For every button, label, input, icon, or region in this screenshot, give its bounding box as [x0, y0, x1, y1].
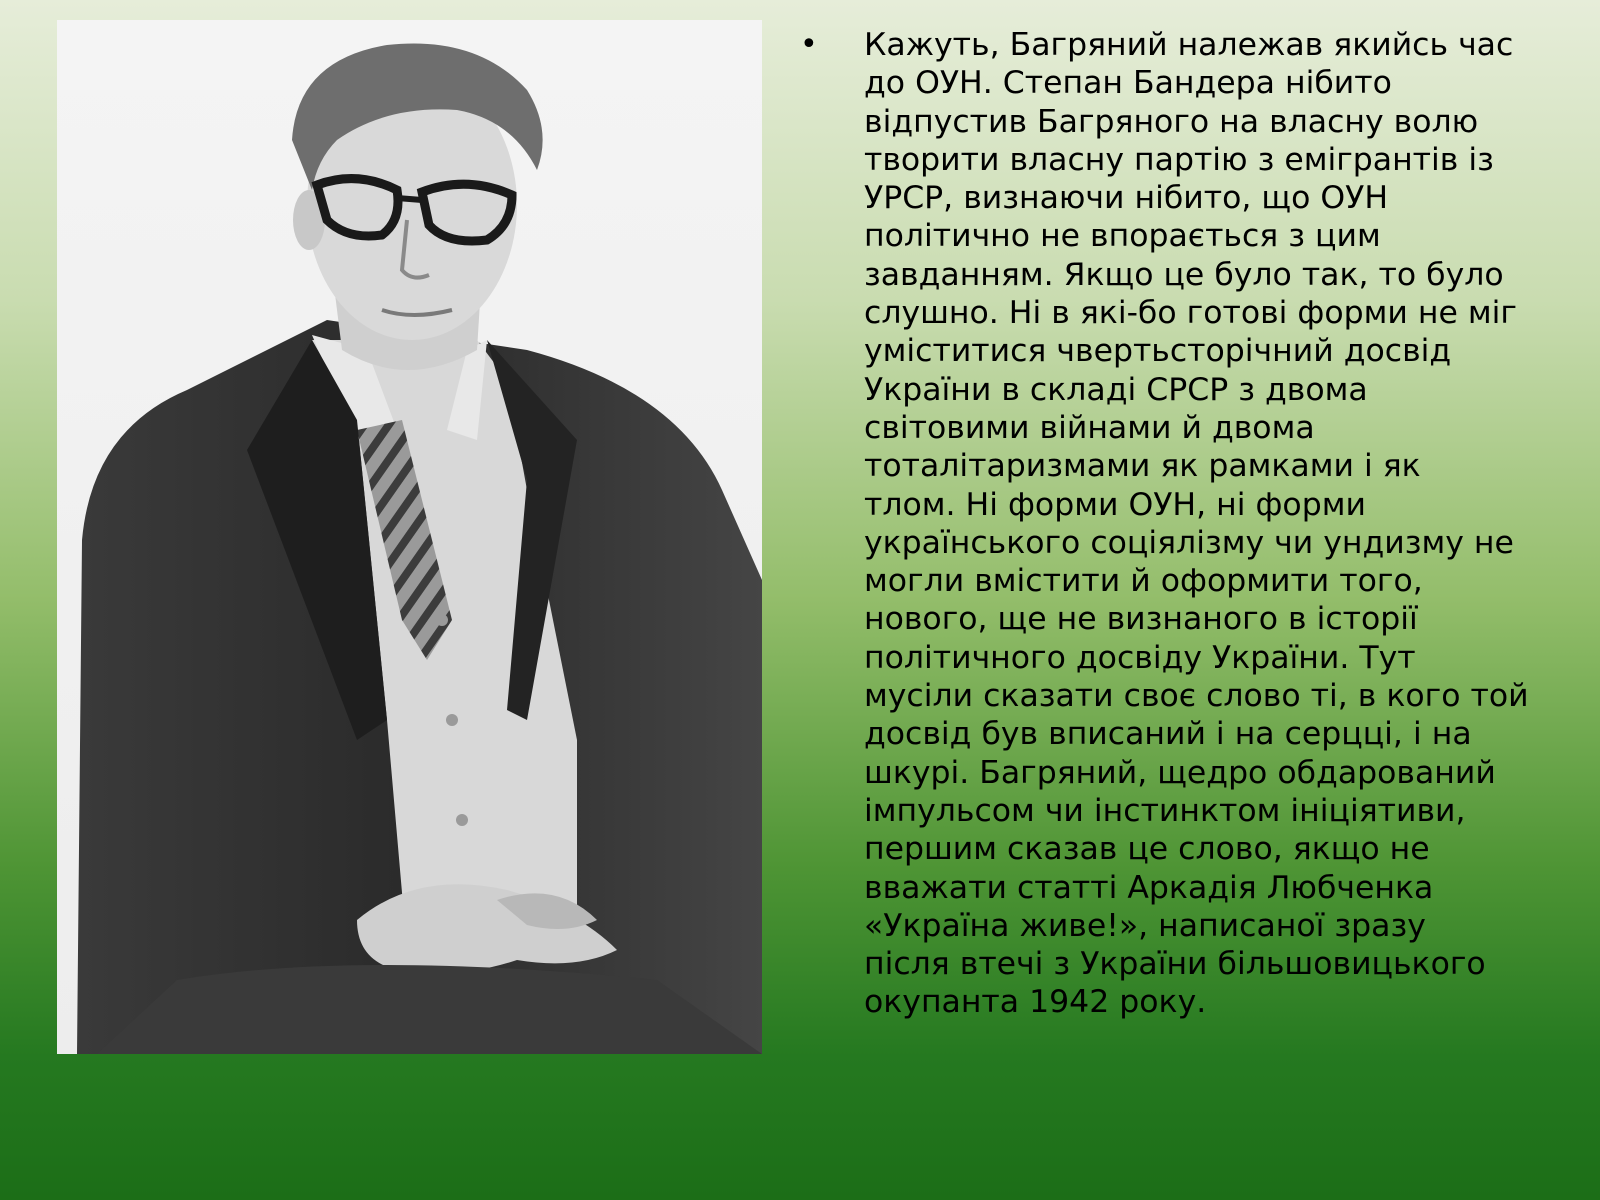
text-line: України в складі СРСР з двома [864, 371, 1368, 408]
text-line: українського соціялізму чи ундизму не [864, 524, 1514, 561]
text-line: Кажуть, Багряний належав якийсь час [864, 27, 1514, 63]
text-line: мусіли сказати своє слово ті, в кого той [864, 678, 1529, 715]
text-line: до ОУН. Степан Бандера нібито [864, 65, 1392, 102]
text-line: «Україна живе!», написаної зразу [864, 907, 1426, 944]
text-line: відпустив Багряного на власну волю [864, 103, 1479, 140]
body-text [800, 26, 1540, 1022]
text-line: першим сказав це слово, якщо не [864, 831, 1430, 868]
text-line: після втечі з України більшовицького [864, 946, 1486, 983]
text-line: могли вмістити й оформити того, [864, 563, 1423, 600]
text-line: політично не впорається з цим [864, 218, 1381, 255]
text-line: шкурі. Багряний, щедро обдарований [864, 754, 1496, 791]
text-line: слушно. Ні в які-бо готові форми не міг [864, 295, 1517, 332]
text-line: тоталітаризмами як рамками і як [864, 448, 1421, 485]
text-line: вважати статті Аркадія Любченка [864, 869, 1434, 906]
bullet-paragraph [800, 26, 1540, 1022]
portrait-illustration [57, 20, 762, 1054]
text-line: уміститися чвертьсторічний досвід [864, 333, 1452, 370]
text-line: творити власну партію з емігрантів із [864, 141, 1494, 178]
portrait-photo [57, 20, 762, 1054]
text-line: світовими війнами й двома [864, 409, 1315, 446]
text-line: окупанта 1942 року. [864, 984, 1207, 1021]
bullet-icon: • [800, 27, 818, 62]
text-line: досвід був вписаний і на серцці, і на [864, 716, 1472, 753]
text-line: завданням. Якщо це було так, то було [864, 256, 1504, 293]
text-line: тлом. Ні форми ОУН, ні форми [864, 486, 1366, 523]
text-line: УРСР, визнаючи нібито, що ОУН [864, 180, 1389, 217]
text-line: нового, ще не визнаного в історії [864, 601, 1418, 638]
text-line: політичного досвіду України. Тут [864, 639, 1416, 676]
text-line: імпульсом чи інстинктом ініціятиви, [864, 792, 1466, 829]
